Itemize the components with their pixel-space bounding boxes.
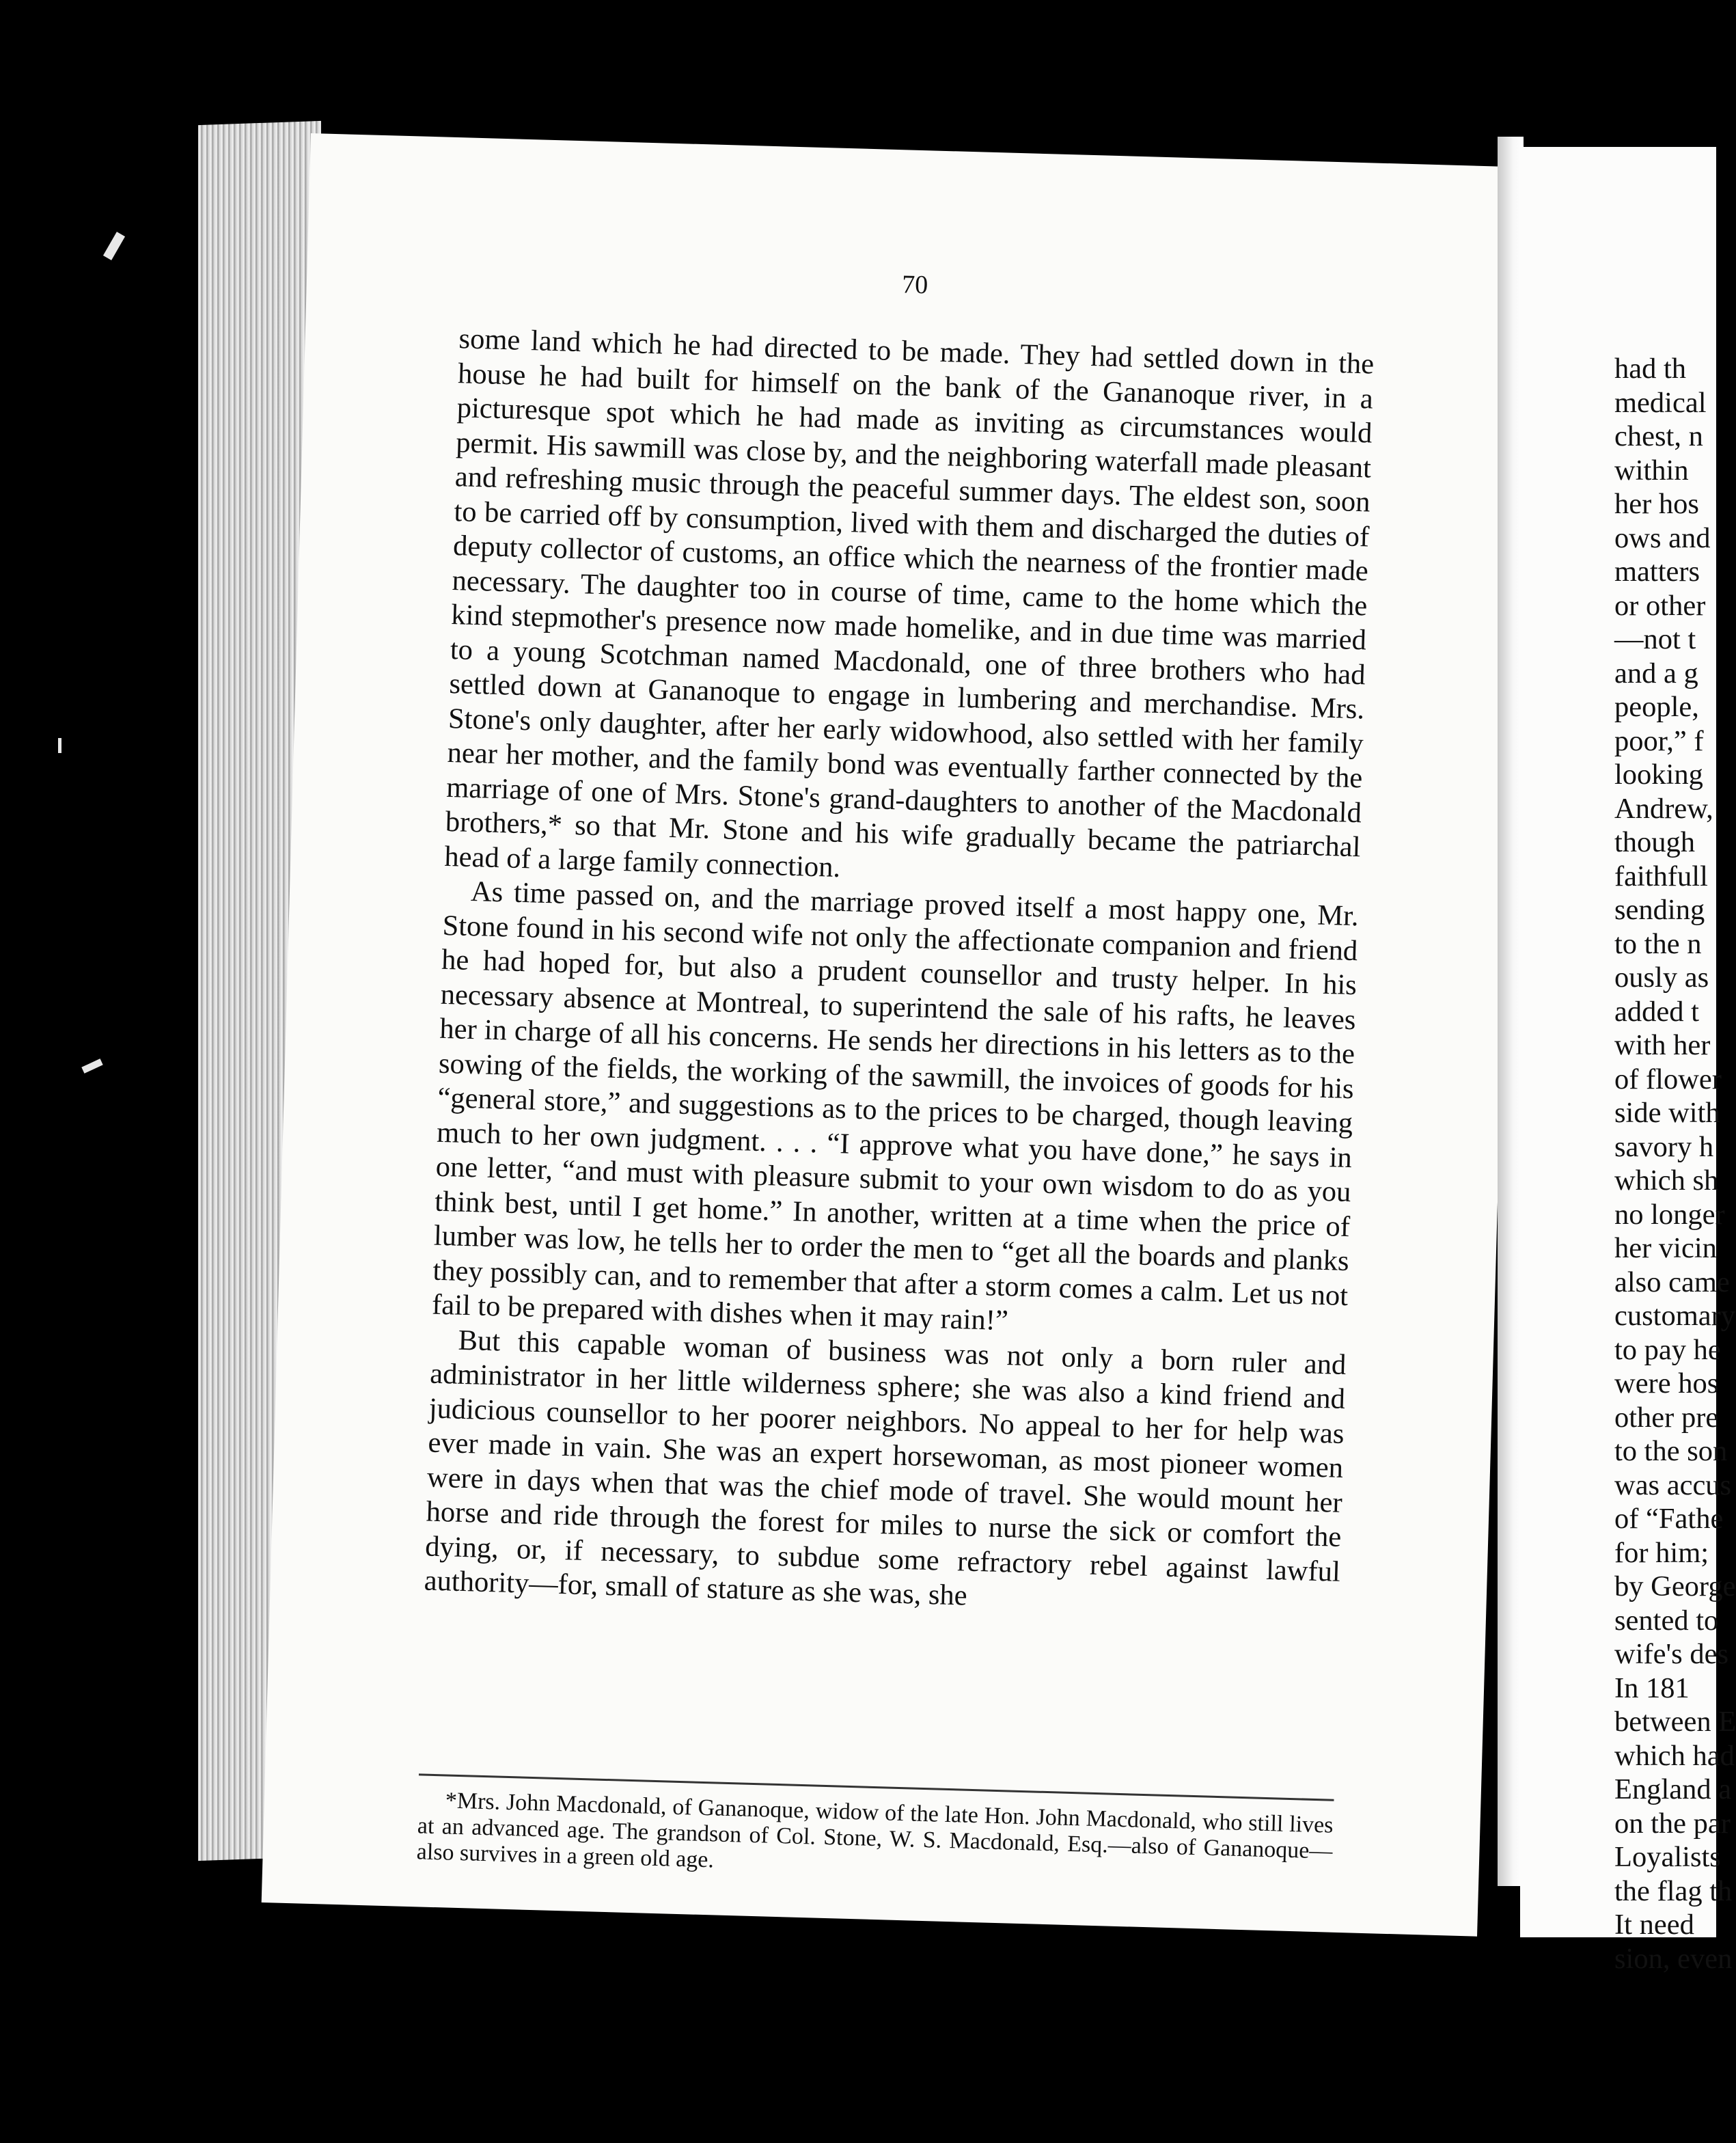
scan-speck (81, 1059, 102, 1074)
facing-line: matters (1614, 556, 1700, 588)
facing-line: or other (1614, 589, 1706, 622)
facing-line: to the n (1614, 927, 1702, 960)
footnote-text: *Mrs. John Macdonald, of Gananoque, widow of the late Hon. John Macdonald, who still lives at an advanced age. The grandson of Col. Stone, W. S. Macdonald, Esq.—also of Gananoque—also survives in a green old age. (416, 1788, 1334, 1873)
left-page (262, 133, 1527, 1937)
facing-line: added t (1614, 995, 1699, 1028)
facing-line: were hos (1614, 1367, 1719, 1400)
facing-line: sented to (1614, 1604, 1719, 1637)
facing-line: was accus (1614, 1469, 1732, 1501)
facing-line: looking (1614, 759, 1703, 791)
facing-line: In 181 (1614, 1671, 1690, 1704)
facing-line: by George (1614, 1570, 1736, 1602)
scan-speck (58, 738, 61, 753)
facing-line: which had (1614, 1739, 1735, 1772)
paragraph: As time passed on, and the marriage proved itself a most happy one, Mr. Stone found in his second wife not only the affectionate companion and friend he had hoped for, but also a prudent counsellor and trusty helper. In his necessary absence at Montreal, to superintend the sale of his rafts, he leaves her in charge of all his concerns. He sends her directions in his letters as to the sowing of the fields, the working of the sawmill, the invoices of goods for his “general store,” and suggestions as to the prices to be charged, though leaving much to her own judgment. . . . “I approve what you have done,” he says in one letter, “and must with pleasure submit to your own wisdom to do as you think best, until I get home.” In another, written at a time when the price of lumber was low, he tells her to order the men to “get all the boards and planks they possibly can, and to remember that after a storm comes a calm. Let us not fail to be prepared with dishes when it may rain!” (431, 875, 1360, 1337)
facing-line: wife's des (1614, 1638, 1728, 1670)
facing-line: which sh (1614, 1164, 1719, 1197)
facing-line: her hos (1614, 488, 1699, 520)
facing-line: side with (1614, 1097, 1720, 1129)
facing-line: on the par (1614, 1807, 1731, 1840)
facing-line: ously as (1614, 961, 1709, 994)
facing-line: Andrew, (1614, 792, 1713, 825)
paragraph: But this capable woman of business was not only a born ruler and administrator in her little wilderness sphere; she was also a kind friend and judicious counsellor to her poorer neighbors. No appeal to her for help was ever made in vain. She was an expert horsewoman, as most pioneer women were in days when that was the chief mode of travel. She would mount her horse and ride through the forest for miles to nurse the sick or comfort the dying, or, if necessary, to subdue some refractory rebel against lawful authority—for, small of stature as she was, she (424, 1324, 1347, 1612)
facing-line: sion, even (1614, 1942, 1733, 1975)
facing-line: Loyalists (1614, 1841, 1721, 1873)
facing-line: chest, n (1614, 420, 1703, 452)
facing-line: no longer (1614, 1198, 1725, 1231)
facing-line: faithfull (1614, 860, 1708, 892)
facing-line: though (1614, 826, 1696, 858)
facing-line: to the son (1614, 1435, 1728, 1467)
facing-line: savory h (1614, 1130, 1714, 1163)
page-number: 70 (901, 270, 928, 300)
facing-line: had th (1614, 353, 1687, 385)
facing-line: also came (1614, 1266, 1730, 1298)
facing-line: to pay he (1614, 1333, 1721, 1366)
footnote (416, 1787, 1334, 1890)
facing-line: between E (1614, 1706, 1736, 1738)
facing-line: people, (1614, 691, 1699, 723)
facing-line: with her (1614, 1029, 1711, 1061)
facing-line: —not t (1614, 623, 1696, 655)
facing-line: within (1614, 454, 1689, 487)
facing-line: for him; (1614, 1536, 1709, 1569)
facing-page-text (1614, 352, 1736, 1976)
facing-line: ows and (1614, 521, 1711, 554)
facing-line: sending (1614, 894, 1705, 926)
facing-line: medical (1614, 386, 1707, 419)
body-text (424, 322, 1375, 1624)
facing-line: poor,” f (1614, 724, 1704, 757)
scan-speck (103, 232, 125, 260)
facing-line: other pre (1614, 1401, 1719, 1434)
facing-line: customary (1614, 1300, 1736, 1332)
facing-line: her vicin (1614, 1232, 1717, 1264)
right-page (1520, 147, 1736, 1975)
facing-line: of flower (1614, 1063, 1722, 1095)
paragraph: some land which he had directed to be made. They had settled down in the house he had built for himself on the bank of the Gananoque river, in a picturesque spot which he had made as inviting as circumstances would permit. His sawmill was close by, and the neighboring waterfall made pleasant and refreshing music through the peaceful summer days. The eldest son, soon to be carried off by consumption, lived with them and discharged the duties of deputy collector of customs, an office which the nearness of the frontier made necessary. The daughter too in course of time, came to the home which the kind stepmother's presence now made homelike, and in due time was married to a young Scotchman named Macdonald, one of three brothers who had settled down at Gananoque to engage in lumbering and merchandise. Mrs. Stone's only daughter, after her early widowhood, also settled with her family near her mother, and the family bond was eventually farther connected by the marriage of one of Mrs. Stone's grand-daughters to another of the Macdonald brothers,* so that Mr. Stone and his wife gradually became the patriarchal head of a large family connection. (443, 323, 1375, 884)
facing-line: of “Fathe (1614, 1503, 1724, 1535)
facing-line: It need (1614, 1909, 1694, 1941)
facing-line: and a g (1614, 657, 1698, 690)
facing-line: the flag th (1614, 1874, 1733, 1907)
facing-line: England a (1614, 1773, 1732, 1805)
